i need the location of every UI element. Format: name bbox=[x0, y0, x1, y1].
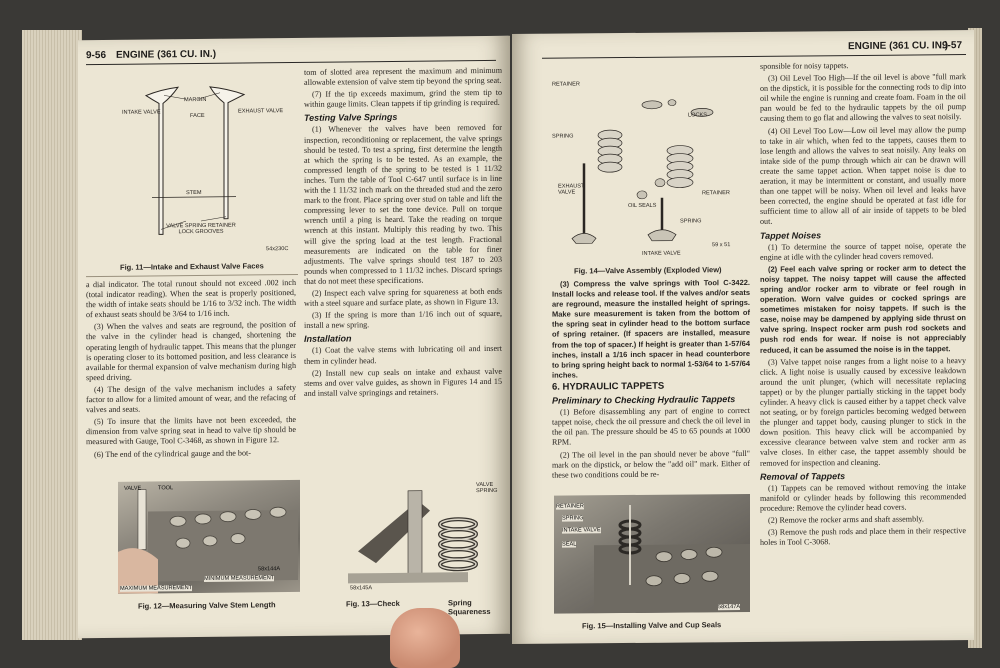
section-6-heading: 6. HYDRAULIC TAPPETS bbox=[552, 380, 665, 393]
paragraph: (3) Remove the push rods and place them in their respective holes in Tool C-3068. bbox=[760, 526, 966, 548]
paragraph: (5) To insure that the limits have not been exceeded, the dimension from valve spring seat in head to valve tip should be measured with Gauge, Tool C-3468, as shown in Figure 12. bbox=[86, 415, 296, 447]
fig11-retainer-label: VALVE SPRING RETAINER LOCK GROOVES bbox=[166, 222, 236, 236]
right-page-number: 9-57 bbox=[942, 40, 963, 52]
fig14-exhaust-label: EXHAUST VALVE bbox=[558, 183, 585, 196]
fig15-code: 58x147A bbox=[718, 604, 741, 611]
preliminary-heading: Preliminary to Checking Hydraulic Tappets bbox=[552, 394, 736, 406]
paragraph: (1) Whenever the valves have been removed for inspection, reconditioning or replacement, the valve springs should be tested. To test a spring, first determine the length at which the spring is to be tested. As an example, the compressed length of the spring to be tested is 1 11/32 inches. Turn the table of Tool C-647 until surface is in line with the 1 11/32 inch mark on the threaded stud and the zero mark to the front. Place spring over stud on table and lift the compressing lever to set the tone device. Pull on torque wrench until a ping is heard. Take the reading on torque wrench at this instant. Multiply this reading by two. This will give the spring load at the test length. Fractional measurements are indicated on the table for finer adjustments. The valve springs should test 187 to 203 pounds when compressed to 1 11/32 inches. Discard springs that do not meet these specifications. bbox=[304, 123, 502, 286]
tappet-noises-heading: Tappet Noises bbox=[760, 229, 822, 241]
paragraph: (3) If the spring is more than 1/16 inch out of square, install a new spring. bbox=[304, 308, 502, 331]
fig14-oilseals-label: OIL SEALS bbox=[628, 202, 657, 210]
figure-13 bbox=[348, 480, 504, 592]
fig14-retainer-label: RETAINER bbox=[552, 81, 580, 88]
fig15-seal-label: SEAL bbox=[562, 541, 577, 548]
fig15-spring-label: SPRING bbox=[562, 515, 584, 522]
fig11-exhaust-label: EXHAUST VALVE bbox=[238, 108, 284, 115]
header-rule bbox=[542, 54, 966, 59]
fig13-spring-label: VALVE SPRING bbox=[476, 481, 498, 495]
page-edges-left bbox=[22, 30, 82, 640]
spring-squareness-diagram bbox=[348, 480, 504, 592]
fig12-min-label: MINIMUM MEASUREMENT bbox=[204, 575, 275, 582]
thumb bbox=[390, 608, 460, 668]
fig12-valve-label: VALVE bbox=[124, 485, 142, 492]
figure-14 bbox=[552, 62, 746, 276]
paragraph: (6) The end of the cylindrical gauge and the bot- bbox=[94, 447, 251, 459]
figure-15-photo bbox=[554, 494, 750, 614]
installation-heading: Installation bbox=[304, 333, 352, 345]
figure-11 bbox=[86, 68, 298, 277]
fig15-retainer-label: RETAINER bbox=[556, 503, 584, 510]
paragraph: (2) The oil level in the pan should never be above "full" mark on the dipstick, or below the "add oil" mark. Either of these two conditions could be re- bbox=[552, 448, 750, 480]
paragraph: (1) Tappets can be removed without removing the intake manifold or cylinder heads by following this recommended procedure: Remove the cylinder head covers. bbox=[760, 481, 966, 513]
paragraph: (2) Feel each valve spring or rocker arm to detect the noisy tappet. The noisy tappet will cause the affected spring and/or rocker arm to vibrate or feel rough in operation. Worn valve guides or cocked springs are sometimes mistaken for noisy tappets. If such is the case, noise may be dampened by applying side thrust on valve spring. Inspect rocker arm push rod sockets and push rod ends for wear. If noise is not appreciably reduced, it can be assumed the noise is in the tappet. bbox=[760, 262, 966, 355]
right-page bbox=[512, 30, 974, 644]
paragraph: a dial indicator. The total runout should not exceed .002 inch (total indicator reading). When the seat is properly positioned, the width of intake seats should be 1/16 to 3/32 inch. The width of exhaust seats should be 3/64 to 1/16 inch. bbox=[86, 277, 296, 320]
paragraph: (2) Remove the rocker arms and shaft assembly. bbox=[768, 514, 924, 525]
fig14-code: 59 x 51 bbox=[712, 242, 731, 249]
fig14-spring-label: SPRING bbox=[552, 133, 574, 140]
paragraph: (3) Oil Level Too High—If the oil level is above "full mark on the dipstick, it is possible for the connecting rods to dip into oil while the engine is running and create foam. Foam in the oil pan would be fed to the hydraulic tappets by the oil pump causing them to go flat and allowing the valves to seat noisily. bbox=[760, 72, 966, 124]
fig14-locks-label: LOCKS bbox=[688, 112, 707, 119]
fig15-caption: Fig. 15—Installing Valve and Cup Seals bbox=[582, 620, 722, 631]
left-page-title: ENGINE (361 CU. IN.) bbox=[116, 48, 217, 61]
fig15-intake-label: INTAKE VALVE bbox=[562, 527, 601, 534]
right-col2-text bbox=[760, 60, 966, 550]
left-col1-text bbox=[86, 278, 296, 462]
fig11-intake-label: INTAKE VALVE bbox=[122, 109, 161, 116]
paragraph: sponsible for noisy tappets. bbox=[760, 61, 849, 71]
paragraph: (3) Compress the valve springs with Tool C-3422. Install locks and release tool. If the valves and/or seats are reground, measure the installed height of springs. Make sure measurement is taken from the bottom of the spring seat in cylinder head to the bottom surface of spring retainer. (If spacers are installed, measure from the top of spacer.) If height is greater than 1-57/64 inches, install a 1/16 inch spacer in head counterbore to bring spring height back to normal 1-53/64 to 1-57/64 inches. bbox=[552, 277, 750, 380]
right-col1-text bbox=[552, 278, 750, 483]
paragraph: (7) If the tip exceeds maximum, grind the stem tip to within gauge limits. Clean tappets if tip grinding is required. bbox=[304, 88, 502, 110]
left-page-number: 9-56 bbox=[86, 49, 107, 62]
fig12-tool-label: TOOL bbox=[158, 485, 174, 492]
fig14-retainer2-label: RETAINER bbox=[702, 190, 730, 197]
left-page bbox=[78, 36, 510, 639]
fig13-caption-left: Fig. 13—Check bbox=[346, 598, 400, 609]
fig12-max-label: MAXIMUM MEASUREMENT bbox=[120, 585, 193, 592]
fig13-code: 58x145A bbox=[350, 585, 373, 592]
paragraph: (1) To determine the source of tappet noise, operate the engine at idle with the cylinder head covers removed. bbox=[760, 240, 966, 262]
fig11-margin-label: MARGIN bbox=[184, 96, 207, 104]
fig14-caption: Fig. 14—Valve Assembly (Exploded View) bbox=[574, 265, 722, 276]
figure-12-photo bbox=[118, 480, 300, 594]
fig14-intake-label: INTAKE VALVE bbox=[642, 250, 681, 257]
paragraph: tom of slotted area represent the maximum and minimum allowable extension of valve stem tip beyond the spring seat. bbox=[304, 65, 502, 87]
fig12-code: 58x144A bbox=[258, 566, 281, 573]
paragraph: (4) Oil Level Too Low—Low oil level may allow the pump to take in air which, when fed to the tappets, causes them to lose length and allows the valves to seat noisily. Any leaks on intake side of the pump through which air can be drawn will create the same tappet action. When tappet noise is due to aeration, it may be intermittent or constant, and usually more than one tappet will be noisy. When oil level and leaks have been corrected, the engine should be operated at fast idle for sufficient time to allow all of air inside of tappets to be bled out. bbox=[760, 124, 966, 227]
paragraph: (1) Before disassembling any part of engine to correct tappet noise, check the oil pressure and check the oil level in the oil pan. The pressure should be 45 to 65 pounds at 1000 RPM. bbox=[552, 406, 750, 448]
fig14-spring2-label: SPRING bbox=[680, 218, 702, 225]
installing-valve-photo bbox=[554, 494, 750, 614]
fig13-caption-right: Spring Squareness bbox=[448, 598, 491, 617]
paragraph: (4) The design of the valve mechanism includes a safety factor to allow for a limited amount of wear, and the refacing of valves and seats. bbox=[86, 382, 296, 415]
left-col2-text bbox=[304, 66, 502, 401]
header-rule bbox=[86, 60, 496, 65]
fig11-face-label: FACE bbox=[190, 112, 205, 120]
valve-assembly-diagram bbox=[552, 62, 746, 264]
testing-springs-heading: Testing Valve Springs bbox=[304, 112, 398, 124]
paragraph: (1) Coat the valve stems with lubricating oil and insert them in cylinder head. bbox=[304, 344, 502, 366]
fig12-caption: Fig. 12—Measuring Valve Stem Length bbox=[138, 600, 276, 611]
fig11-stem-label: STEM bbox=[186, 189, 202, 197]
fig11-code: 54x230C bbox=[266, 246, 289, 253]
paragraph: (3) Valve tappet noise ranges from a light noise to a heavy click. A light noise is usually caused by excessive leakdown around the unit plunger, (which will necessitate replacing tappet) or by the plunger partially sticking in the tappet body cylinder. A heavy click is caused either by a tappet check valve not seating, or by foreign particles becoming wedged between the plunger and tappet body, causing plunger to stick in the down position. This heavy click will be accompanied by excessive clearance between valve stem and rocker arm as valve closes. In either case, the tappet assembly should be removed for inspection and cleaning. bbox=[760, 355, 966, 468]
right-page-title: ENGINE (361 CU. IN.) bbox=[848, 40, 949, 53]
fig11-caption: Fig. 11—Intake and Exhaust Valve Faces bbox=[120, 261, 264, 272]
paragraph: (2) Inspect each valve spring for squareness at both ends with a steel square and surface plate, as shown in Figure 13. bbox=[304, 286, 502, 308]
paragraph: (3) When the valves and seats are reground, the position of the valve in the cylinder head is changed, shortening the operating length of hydraulic tappet. This means that the plunger is operating closer to its bottomed position, and less clearance is available for thermal expansion of valve mechanism during high speed driving. bbox=[86, 320, 296, 383]
paragraph: (2) Install new cup seals on intake and exhaust valve stems and over valve guides, as shown in Figures 14 and 15 and install valve springings and retainers. bbox=[304, 366, 502, 398]
removal-heading: Removal of Tappets bbox=[760, 470, 846, 482]
